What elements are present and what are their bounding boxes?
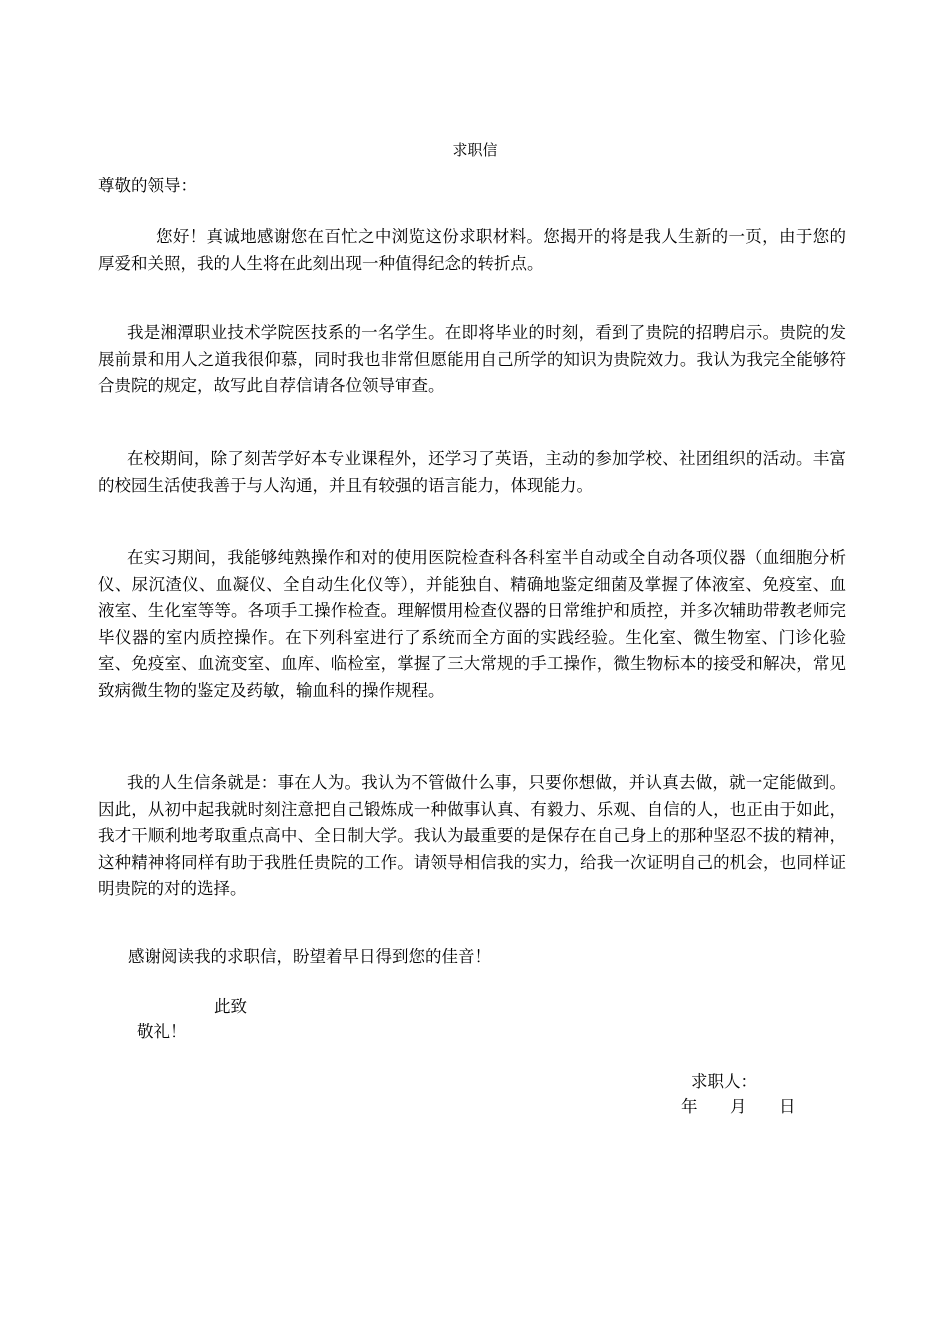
signature-label: 求职人： — [691, 1072, 757, 1091]
closing-salute: 敬礼！ — [137, 1022, 187, 1041]
salutation: 尊敬的领导： — [98, 176, 197, 195]
page-title: 求职信 — [452, 141, 498, 159]
paragraph-internship: 在实习期间，我能够纯熟操作和对的使用医院检查科各科室半自动或全自动各项仪器（血细胞分析仪、尿沉渣仪、血凝仪、全自动生化仪等），并能独自、精确地鉴定细菌及掌握了体液室、免疫室、血液室、生化室等等。各项手工操作检查。理解惯用检查仪器的日常维护和质控，并多次辅助带教老师完毕仪器的室内质控操作。在下列科室进行了系统而全方面的实践经验。生化室、微生物室、门诊化验室、免疫室、血流变室、血库、临检室，掌握了三大常规的手工操作，微生物标本的接受和解决，常见致病微生物的鉴定及药敏，输血科的操作规程。 — [98, 548, 846, 700]
date-day: 日 — [779, 1097, 796, 1116]
date-month: 月 — [730, 1097, 747, 1116]
closing-regards: 此致 — [214, 997, 247, 1016]
date-line — [681, 1094, 796, 1120]
paragraph-introduction: 我是湘潭职业技术学院医技系的一名学生。在即将毕业的时刻，看到了贵院的招聘启示。贵院的发展前景和用人之道我很仰慕，同时我也非常但愿能用自己所学的知识为贵院效力。我认为我完全能够符合贵院的规定，故写此自荐信请各位领导审查。 — [98, 323, 846, 395]
thanks-line: 感谢阅读我的求职信，盼望着早日得到您的佳音！ — [128, 947, 491, 966]
paragraph-school: 在校期间，除了刻苦学好本专业课程外，还学习了英语，主动的参加学校、社团组织的活动。丰富的校园生活使我善于与人沟通，并且有较强的语言能力，体现能力。 — [98, 449, 846, 495]
paragraph-credo: 我的人生信条就是：事在人为。我认为不管做什么事，只要你想做，并认真去做，就一定能做到。因此，从初中起我就时刻注意把自己锻炼成一种做事认真、有毅力、乐观、自信的人，也正由于如此，我才干顺利地考取重点高中、全日制大学。我认为最重要的是保存在自己身上的那种坚忍不拔的精神，这种精神将同样有助于我胜任贵院的工作。请领导相信我的实力，给我一次证明自己的机会，也同样证明贵院的对的选择。 — [98, 773, 846, 898]
paragraph-greeting: 您好！真诚地感谢您在百忙之中浏览这份求职材料。您揭开的将是我人生新的一页，由于您的厚爱和关照，我的人生将在此刻出现一种值得纪念的转折点。 — [98, 227, 846, 273]
date-year: 年 — [681, 1097, 698, 1116]
